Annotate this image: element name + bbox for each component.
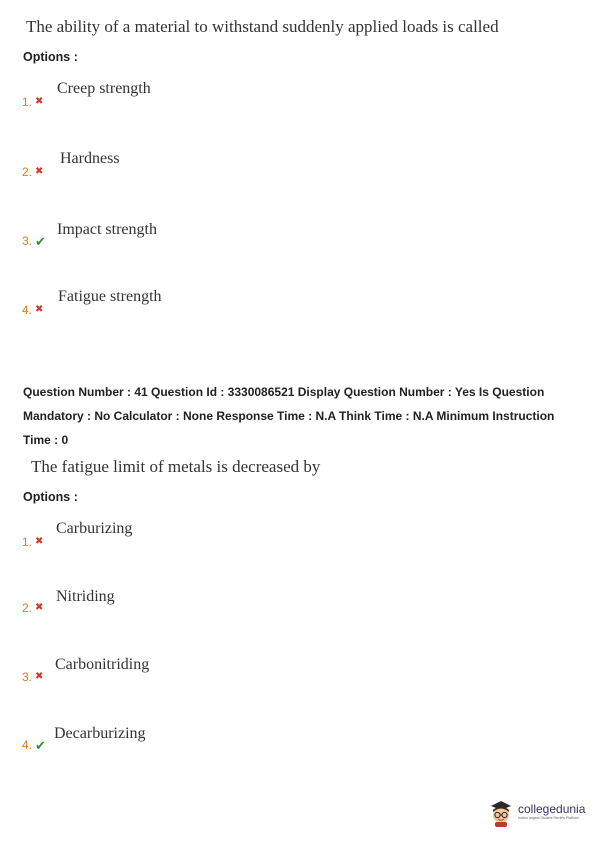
q2-option-1-text: Carburizing xyxy=(56,520,133,537)
q1-option-1-number xyxy=(22,95,43,109)
check-icon: ✔ xyxy=(35,233,46,249)
question-1-options-label: Options : xyxy=(23,50,78,64)
check-icon: ✔ xyxy=(35,737,46,753)
q2-option-3-text: Carbonitriding xyxy=(55,656,150,673)
option-number: 4. xyxy=(22,303,33,317)
meta-line: Mandatory : No Calculator : None Response Time : N.A Think Time : N.A Minimum Instruction xyxy=(23,409,555,423)
cross-icon: ✖ xyxy=(35,536,44,547)
q1-option-4-number xyxy=(22,303,43,317)
option-number: 3. xyxy=(22,234,33,248)
option-number: 3. xyxy=(22,670,33,684)
question-2-options-label: Options : xyxy=(23,490,78,504)
q1-option-2-text: Hardness xyxy=(60,150,120,167)
q1-option-3-number xyxy=(22,234,46,248)
option-number: 1. xyxy=(22,95,33,109)
q1-option-1-text: Creep strength xyxy=(57,80,151,97)
logo-tagline: India's largest Student Review Platform xyxy=(518,816,579,820)
student-mascot-icon xyxy=(488,797,514,827)
q2-option-4-text: Decarburizing xyxy=(54,725,146,742)
cross-icon: ✖ xyxy=(35,166,44,177)
meta-line: Question Number : 41 Question Id : 3330086521 Display Question Number : Yes Is Question xyxy=(23,385,545,399)
option-number: 1. xyxy=(22,535,33,549)
q2-option-2-number xyxy=(22,601,43,615)
question-1-text: The ability of a material to withstand suddenly applied loads is called xyxy=(26,17,499,36)
cross-icon: ✖ xyxy=(35,671,44,682)
question-2-text: The fatigue limit of metals is decreased by xyxy=(31,457,321,476)
cross-icon: ✖ xyxy=(35,602,44,613)
option-number: 2. xyxy=(22,165,33,179)
meta-line: Time : 0 xyxy=(23,433,69,447)
logo-name: collegedunia xyxy=(518,802,586,816)
q2-option-4-number xyxy=(22,738,46,752)
q1-option-2-number xyxy=(22,165,43,179)
cross-icon: ✖ xyxy=(35,96,44,107)
q2-option-1-number xyxy=(22,535,43,549)
q1-option-4-text: Fatigue strength xyxy=(58,288,162,305)
question-2-metadata xyxy=(23,380,583,452)
collegedunia-logo xyxy=(488,797,585,827)
option-number: 4. xyxy=(22,738,33,752)
cross-icon: ✖ xyxy=(35,304,44,315)
q2-option-2-text: Nitriding xyxy=(56,588,115,605)
option-number: 2. xyxy=(22,601,33,615)
q2-option-3-number xyxy=(22,670,43,684)
q1-option-3-text: Impact strength xyxy=(57,221,157,238)
